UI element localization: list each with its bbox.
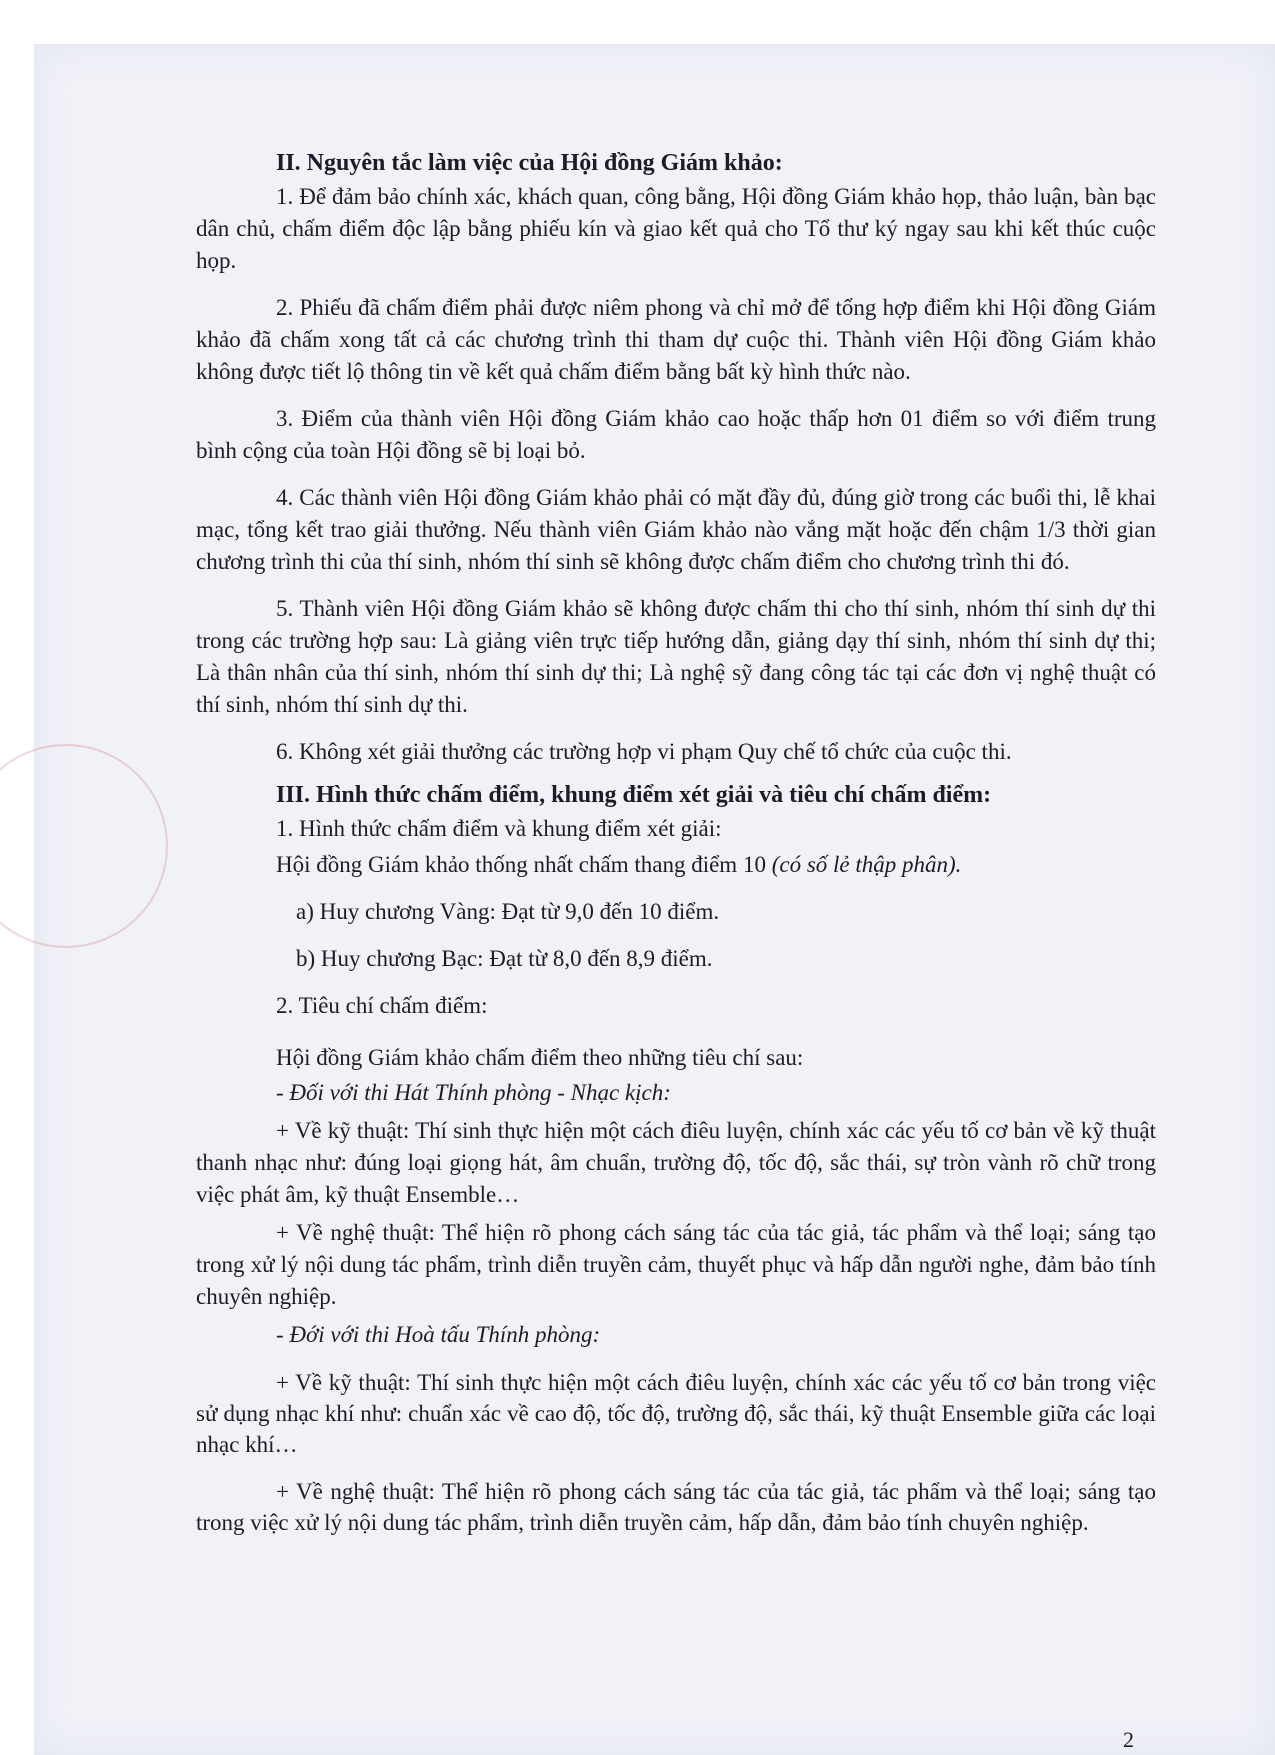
principle-6: 6. Không xét giải thưởng các trường hợp vi phạm Quy chế tổ chức của cuộc thi. <box>276 739 1012 764</box>
scoring-scale-note: (có số lẻ thập phân). <box>771 852 962 877</box>
silver-medal-criterion: b) Huy chương Bạc: Đạt từ 8,0 đến 8,9 điểm. <box>296 946 713 971</box>
category-1-technique: + Về kỹ thuật: Thí sinh thực hiện một cách điêu luyện, chính xác các yếu tố cơ bản về kỹ thuật thanh nhạc như: đúng loại giọng hát, âm chuẩn, trường độ, tốc độ, sắc thái, sự tròn vành rõ chữ trong việc phát âm, kỹ thuật Ensemble… <box>196 1118 1156 1207</box>
principle-5: 5. Thành viên Hội đồng Giám khảo sẽ không được chấm thi cho thí sinh, nhóm thí sinh dự thi trong các trường hợp sau: Là giảng viên trực tiếp hướng dẫn, giảng dạy thí sinh, nhóm thí sinh dự thi; Là thân nhân của thí sinh, nhóm thí sinh dự thi; Là nghệ sỹ đang công tác tại các đơn vị nghệ thuật có thí sinh, nhóm thí sinh dự thi. <box>196 596 1156 717</box>
category-1-title: - Đối với thi Hát Thính phòng - Nhạc kịch: <box>276 1080 671 1105</box>
scoring-scale <box>196 849 1156 881</box>
section-2-heading: II. Nguyên tắc làm việc của Hội đồng Giám khảo: <box>276 150 783 176</box>
subsection-1-heading: 1. Hình thức chấm điểm và khung điểm xét giải: <box>276 816 722 841</box>
faded-stamp-mark <box>0 744 168 948</box>
principle-2: 2. Phiếu đã chấm điểm phải được niêm phong và chỉ mở để tổng hợp điểm khi Hội đồng Giám khảo đã chấm xong tất cả các chương trình thi tham dự cuộc thi. Thành viên Hội đồng Giám khảo không được tiết lộ thông tin về kết quả chấm điểm bằng bất kỳ hình thức nào. <box>196 295 1156 384</box>
category-2-title: - Đới với thi Hoà tấu Thính phòng: <box>276 1322 601 1347</box>
principle-4: 4. Các thành viên Hội đồng Giám khảo phải có mặt đầy đủ, đúng giờ trong các buổi thi, lễ khai mạc, tổng kết trao giải thưởng. Nếu thành viên Giám khảo nào vắng mặt hoặc đến chậm 1/3 thời gian chương trình thi của thí sinh, nhóm thí sinh sẽ không được chấm điểm cho chương trình thi đó. <box>196 485 1156 574</box>
document-body <box>196 150 1156 1538</box>
page-number: 2 <box>1123 1727 1134 1752</box>
criteria-intro: Hội đồng Giám khảo chấm điểm theo những tiêu chí sau: <box>276 1045 804 1070</box>
category-2-artistry: + Về nghệ thuật: Thể hiện rõ phong cách sáng tác của tác giả, tác phẩm và thể loại; sáng tạo trong việc xử lý nội dung tác phẩm, trình diễn truyền cảm, hấp dẫn, đảm bảo tính chuyên nghiệp. <box>196 1479 1156 1535</box>
category-2-technique: + Về kỹ thuật: Thí sinh thực hiện một cách điêu luyện, chính xác các yếu tố cơ bản trong việc sử dụng nhạc khí như: chuẩn xác về cao độ, tốc độ, trường độ, sắc thái, kỹ thuật Ensemble giữa các loại nhạc khí… <box>196 1370 1156 1457</box>
section-3-heading: III. Hình thức chấm điểm, khung điểm xét giải và tiêu chí chấm điểm: <box>276 782 992 808</box>
principle-1: 1. Để đảm bảo chính xác, khách quan, công bằng, Hội đồng Giám khảo họp, thảo luận, bàn bạc dân chủ, chấm điểm độc lập bằng phiếu kín và giao kết quả cho Tổ thư ký ngay sau khi kết thúc cuộc họp. <box>196 184 1156 273</box>
scoring-scale-text: Hội đồng Giám khảo thống nhất chấm thang điểm 10 <box>276 852 772 877</box>
principle-3: 3. Điểm của thành viên Hội đồng Giám khảo cao hoặc thấp hơn 01 điểm so với điểm trung bình cộng của toàn Hội đồng sẽ bị loại bỏ. <box>196 406 1156 463</box>
subsection-2-heading: 2. Tiêu chí chấm điểm: <box>276 993 488 1018</box>
gold-medal-criterion: a) Huy chương Vàng: Đạt từ 9,0 đến 10 điểm. <box>296 899 720 924</box>
category-1-artistry: + Về nghệ thuật: Thể hiện rõ phong cách sáng tác của tác giả, tác phẩm và thể loại; sáng tạo trong xử lý nội dung tác phẩm, trình diễn truyền cảm, thuyết phục và hấp dẫn người nghe, đảm bảo tính chuyên nghiệp. <box>196 1220 1156 1309</box>
